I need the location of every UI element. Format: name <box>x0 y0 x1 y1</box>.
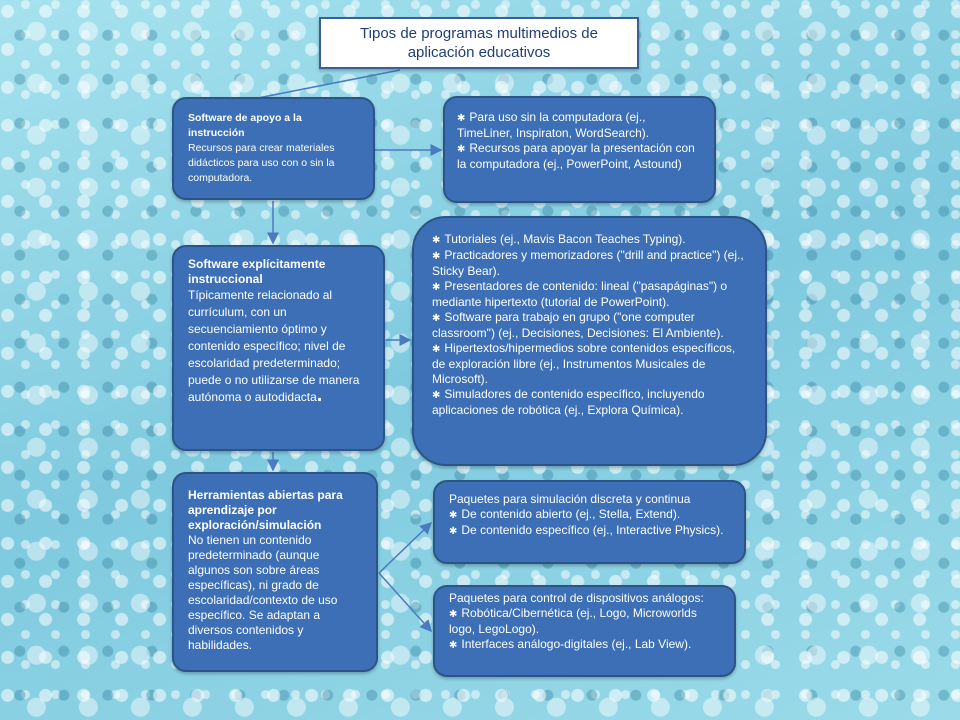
box5-body: No tienen un contenido predeterminado (aunque algunos son sobre áreas específicas), ni grado de escolaridad/contexto de uso específico. Se adaptan a diversos contenidos y habilidades. <box>188 533 338 652</box>
asterisk-bullet-icon: ✱ <box>432 344 441 355</box>
list-item: ✱ Tutoriales (ej., Mavis Bacon Teaches Typing). <box>432 232 686 246</box>
list-item: ✱ De contenido abierto (ej., Stella, Extend). <box>449 507 681 521</box>
diagram-title-text: Tipos de programas multimedios de aplicación educativos <box>360 25 598 61</box>
asterisk-bullet-icon: ✱ <box>449 609 458 620</box>
box-paquetes-simulacion <box>433 480 746 564</box>
box-software-instruccional <box>172 245 385 451</box>
list-item: ✱ Simuladores de contenido específico, incluyendo aplicaciones de robótica (ej., Explora Química). <box>432 387 705 417</box>
box3-body: Típicamente relacionado al currículum, con un secuenciamiento óptimo y contenido específico; nivel de escolaridad predeterminado; puede o no utilizarse de manera autónoma o autodidacta. <box>188 288 360 406</box>
box6-intro: Paquetes para simulación discreta y continua <box>449 492 691 506</box>
box7-intro: Paquetes para control de dispositivos análogos: <box>449 591 704 605</box>
title-to-box1-line <box>258 70 400 98</box>
list-item: ✱ De contenido específico (ej., Interactive Physics). <box>449 523 724 537</box>
asterisk-bullet-icon: ✱ <box>432 251 441 262</box>
list-item: ✱ Practicadores y memorizadores ("drill and practice") (ej., Sticky Bear). <box>432 248 744 278</box>
box1-heading-line1: Software de apoyo a la <box>188 112 302 124</box>
asterisk-bullet-icon: ✱ <box>432 282 441 293</box>
asterisk-bullet-icon: ✱ <box>449 526 458 537</box>
box1-body: Recursos para crear materiales didácticos para uso con o sin la computadora. <box>188 142 335 184</box>
box-software-apoyo <box>172 97 375 200</box>
box-herramientas-abiertas <box>172 472 378 672</box>
list-item: ✱ Hipertextos/hipermedios sobre contenidos específicos, de exploración libre (ej., Instrumentos Musicales de Microsoft). <box>432 341 736 386</box>
box3-heading: Software explícitamente instruccional <box>188 257 326 286</box>
list-item: ✱ Recursos para apoyar la presentación con la computadora (ej., PowerPoint, Astound) <box>457 141 695 171</box>
list-item: ✱ Interfaces análogo-digitales (ej., Lab View). <box>449 637 692 651</box>
list-item: ✱ Software para trabajo en grupo ("one computer classroom") (ej., Decisiones, Decisiones: El Ambiente). <box>432 310 724 340</box>
box5-to-box6-arrow <box>379 523 431 573</box>
list-item: ✱ Robótica/Cibernética (ej., Logo, Microworlds logo, LegoLogo). <box>449 606 697 636</box>
box3-end-mark: . <box>316 384 323 406</box>
box-recursos-apoyo <box>443 96 716 203</box>
box5-heading: Herramientas abiertas para aprendizaje por exploración/simulación <box>188 488 343 532</box>
list-item: ✱ Para uso sin la computadora (ej., TimeLiner, Inspiraton, WordSearch). <box>457 110 650 140</box>
box-tipos-instruccional <box>412 216 767 466</box>
asterisk-bullet-icon: ✱ <box>432 390 441 401</box>
asterisk-bullet-icon: ✱ <box>432 313 441 324</box>
asterisk-bullet-icon: ✱ <box>449 640 458 651</box>
box1-heading-line2: instrucción <box>188 127 245 139</box>
asterisk-bullet-icon: ✱ <box>457 113 466 124</box>
diagram-title <box>319 17 639 69</box>
asterisk-bullet-icon: ✱ <box>432 235 441 246</box>
asterisk-bullet-icon: ✱ <box>449 510 458 521</box>
box-paquetes-control <box>433 585 736 677</box>
box5-to-box7-arrow <box>379 573 431 631</box>
asterisk-bullet-icon: ✱ <box>457 144 466 155</box>
list-item: ✱ Presentadores de contenido: lineal ("pasapáginas") o mediante hipertexto (tutorial de PowerPoint). <box>432 279 728 309</box>
